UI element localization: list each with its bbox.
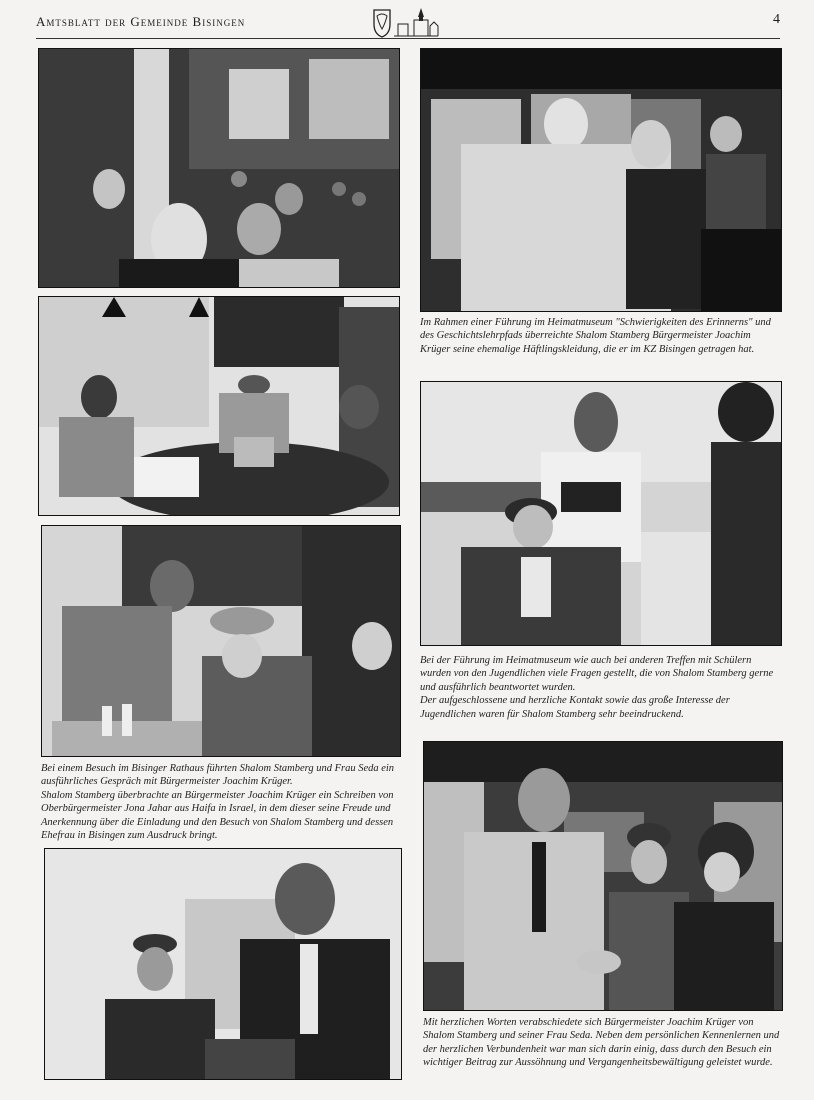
photo-signing-town-hall <box>41 525 401 757</box>
caption-town-hall: Bei einem Besuch im Bisinger Rathaus führten Shalom Stamberg und Frau Seda ein ausführliches Gespräch mit Bürgermeister Joachim Krüger. Shalom Stamberg überbrachte an Bürgermeister Joachim Krüger ein Schreiben von Oberbürgermeister Jona Jahar aus Haifa in Israel, in dem dieser seine Freude und Anerkennung über die Einladung und den Besuch von Shalom Stamberg und dessen Ehefrau in Bisingen zum Ausdruck bringt. <box>41 763 395 842</box>
caption-museum-tour: Im Rahmen einer Führung im Heimatmuseum "Schwierigkeiten des Erinnerns" und des Geschichtslehrpfads überreichte Shalom Stamberg Bürgermeister Joachim Krüger seine ehemalige Häftlingskleidung, die er im KZ Bisingen getragen hat. <box>420 317 771 355</box>
municipal-crest-logo <box>368 6 442 40</box>
photo-two-men <box>44 848 402 1080</box>
photo-students-museum <box>420 381 782 646</box>
caption-farewell: Mit herzlichen Worten verabschiedete sich Bürgermeister Joachim Krüger von Shalom Stamberg und seiner Frau Seda. Neben dem persönlichen Kennenlernen und der herzlichen Verbundenheit war man sich darin einig, dass durch den Besuch ein wichtiger Beitrag zur Aussöhnung und Vergangenheitsbewältigung geleistet wurde. <box>423 1017 780 1069</box>
photo-audience-hall <box>38 48 400 288</box>
photo-museum-tour <box>420 48 782 312</box>
newsletter-title: Amtsblatt der Gemeinde Bisingen <box>36 14 246 29</box>
photo-round-table <box>38 296 400 516</box>
caption-students: Bei der Führung im Heimatmuseum wie auch bei anderen Treffen mit Schülern wurden von den Jugendlichen viele Fragen gestellt, die von Shalom Stamberg gerne und ausführlich beantwortet wurden. Der aufgeschlossene und herzliche Kontakt sowie das große Interesse der Jugendlichen waren für Shalom Stamberg sehr beeindruckend. <box>420 655 774 720</box>
photo-farewell-handshake <box>423 741 783 1011</box>
page-number: 4 <box>773 12 780 27</box>
header-divider <box>36 38 780 39</box>
